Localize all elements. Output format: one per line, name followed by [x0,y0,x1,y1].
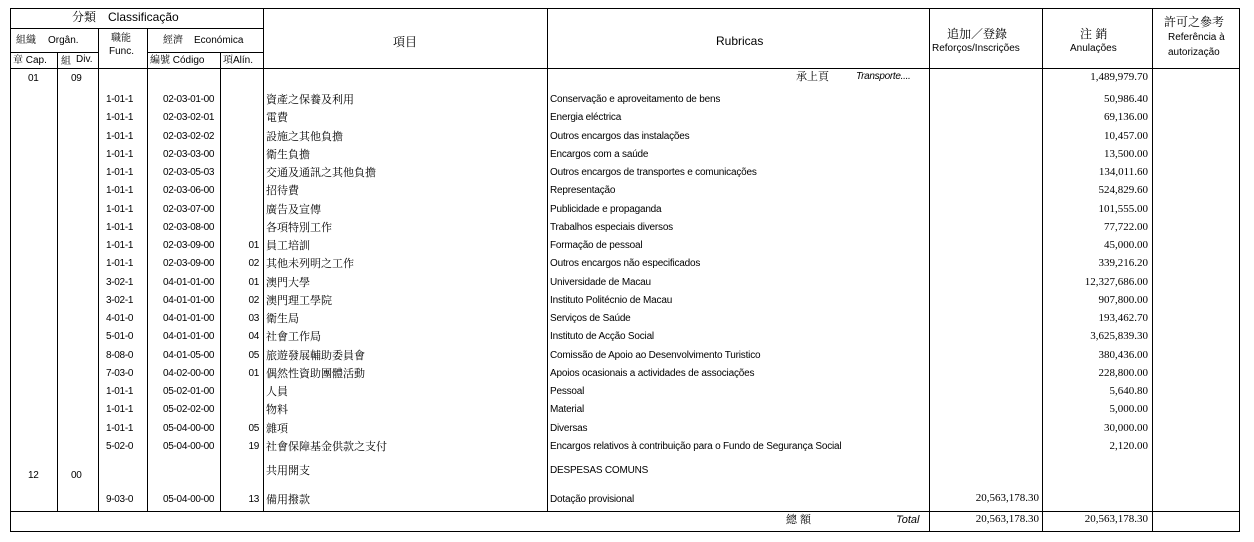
row-code: 04-01-01-00 [163,294,215,306]
row-rubrica-pt: Comissão de Apoio ao Desenvolvimento Turistico [550,349,761,361]
rule-cap-div [57,52,58,511]
row-item-zh: 資產之保養及利用 [266,94,354,106]
header-divisao-pt: Div. [76,54,93,65]
header-organica-zh: 組織 [16,35,36,46]
row-rubrica-pt: Instituto de Acção Social [550,331,654,343]
row-anulacoes: 5,000.00 [1109,403,1148,416]
row-code: 02-03-07-00 [163,203,215,215]
row-anulacoes: 5,640.80 [1109,385,1148,397]
row-anulacoes: 10,457.00 [1104,129,1148,142]
budget-table [10,8,1240,532]
rule-left [10,8,11,532]
row-code: 05-04-00-00 [163,422,215,434]
row-item-zh: 衛生負擔 [266,148,310,161]
header-divisao-zh: 組 [61,56,71,67]
transport-label-zh: 承上頁 [796,71,829,83]
row-anulacoes: 134,011.60 [1098,166,1148,178]
row-rubrica-pt: Apoios ocasionais a actividades de associações [550,367,755,379]
row-anulacoes: 339,216.20 [1098,257,1148,270]
row-code: 05-02-01-00 [163,386,215,397]
row-func: 1-01-1 [106,167,134,178]
provisional-code: 05-04-00-00 [163,494,215,505]
row-rubrica-pt: Encargos relativos à contribuição para o Fundo de Segurança Social [550,440,842,452]
row-item-zh: 電費 [266,112,288,125]
header-funcional-zh: 職能 [111,33,131,44]
row-func: 4-01-0 [106,313,134,324]
row-rubrica-pt: Representação [550,185,616,197]
row-code: 02-03-06-00 [163,185,215,197]
section2-zh: 共用開支 [266,465,310,477]
row-alinea: 01 [248,240,259,251]
rule-total-bottom [10,531,1240,532]
row-anulacoes: 524,829.60 [1098,184,1148,197]
row-code: 02-03-09-00 [163,240,215,251]
header-referencia-pt1: Referência à [1168,32,1225,43]
row-rubrica-pt: Outros encargos de transportes e comunicações [550,167,757,178]
row-anulacoes: 228,800.00 [1098,366,1148,379]
row-item-zh: 各項特別工作 [266,221,332,234]
row-anulacoes: 30,000.00 [1104,421,1148,434]
row-rubrica-pt: Pessoal [550,386,585,397]
row-alinea: 01 [248,276,259,288]
row-code: 04-02-00-00 [163,367,215,379]
row-func: 1-01-1 [106,148,134,160]
rule-organica-under [10,52,98,53]
row-rubrica-pt: Formação de pessoal [550,240,643,251]
row-rubrica-pt: Instituto Politécnio de Macau [550,294,673,306]
row-code: 04-01-01-00 [163,313,215,324]
header-reforcos-pt: Reforços/Inscrições [932,43,1020,54]
section2-cap: 12 [28,470,39,481]
row-code: 02-03-02-02 [163,130,215,142]
row-rubrica-pt: Diversas [550,422,588,434]
row-item-zh: 衛生局 [266,313,299,325]
header-anulacoes-zh: 注 銷 [1080,27,1108,41]
total-label-zh: 總 額 [786,514,812,526]
row-anulacoes: 101,555.00 [1098,202,1148,215]
section2-div: 00 [71,470,82,481]
section2-pt: DESPESAS COMUNS [550,465,649,476]
transport-div: 09 [71,73,82,84]
row-item-zh: 交通及通訊之其他負擔 [266,167,376,179]
row-alinea: 04 [248,331,259,343]
row-code: 04-01-05-00 [163,349,215,361]
row-func: 1-01-1 [106,221,134,233]
rule-reforcos-anulacoes [1042,8,1043,532]
row-item-zh: 社會保障基金供款之支付 [266,440,387,453]
row-item-zh: 其他未列明之工作 [266,258,354,271]
row-func: 5-02-0 [106,440,134,452]
header-reforcos-zh: 追加／登錄 [947,27,1008,41]
row-func: 1-01-1 [106,386,134,397]
row-alinea: 02 [248,258,259,270]
rule-top [10,8,1240,9]
row-func: 7-03-0 [106,367,134,379]
rule-rubricas-reforcos [929,8,930,532]
row-item-zh: 雜項 [266,422,288,435]
row-rubrica-pt: Energia eléctrica [550,112,622,124]
row-code: 02-03-09-00 [163,258,215,270]
row-item-zh: 澳門大學 [266,276,310,289]
row-item-zh: 員工培訓 [266,240,310,252]
header-funcional-pt: Func. [109,46,135,57]
header-referencia-pt2: autorização [1168,47,1220,58]
row-rubrica-pt: Trabalhos especiais diversos [550,221,673,233]
row-func: 1-01-1 [106,94,134,105]
row-item-zh: 社會工作局 [266,331,321,344]
rule-classificacao-right [263,8,264,511]
provisional-alin: 13 [248,494,259,505]
rule-div-func [98,28,99,511]
transport-cap: 01 [28,73,39,84]
header-capitulo: 章 Cap. [13,55,47,66]
row-func: 1-01-1 [106,258,134,270]
rule-total-top [10,511,1240,512]
row-rubrica-pt: Material [550,404,584,416]
header-economica-zh: 經濟 [163,35,183,46]
rule-anulacoes-referencia [1152,8,1153,532]
row-anulacoes: 380,436.00 [1098,348,1148,361]
row-code: 04-01-01-00 [163,331,215,343]
provisional-zh: 備用撥款 [266,494,310,506]
row-code: 02-03-01-00 [163,94,215,105]
row-item-zh: 人員 [266,386,288,398]
provisional-func: 9-03-0 [106,494,134,505]
row-func: 1-01-1 [106,422,134,434]
row-alinea: 05 [248,349,259,361]
row-anulacoes: 3,625,839.30 [1090,330,1148,343]
rule-classificacao-under [10,28,263,29]
row-rubrica-pt: Universidade de Macau [550,276,651,288]
row-code: 02-03-05-03 [163,167,215,178]
header-codigo: 編號 Código [150,55,205,66]
rule-items-rubricas [547,8,548,511]
total-anulacoes: 20,563,178.30 [1084,513,1148,525]
header-economica-pt: Económica [194,35,244,46]
rule-func-code [147,28,148,511]
row-anulacoes: 13,500.00 [1104,147,1148,160]
rule-economica-under [147,52,263,53]
row-func: 1-01-1 [106,112,134,124]
header-referencia-zh: 許可之參考 [1164,15,1225,29]
row-alinea: 03 [248,313,259,324]
row-rubrica-pt: Outros encargos não especificados [550,258,701,270]
header-rubricas: Rubricas [716,34,764,48]
row-anulacoes: 2,120.00 [1109,439,1148,452]
row-alinea: 01 [248,367,259,379]
provisional-pt: Dotação provisional [550,494,635,505]
row-anulacoes: 69,136.00 [1104,111,1148,124]
row-func: 5-01-0 [106,331,134,343]
row-anulacoes: 50,986.40 [1104,93,1148,105]
row-func: 1-01-1 [106,130,134,142]
row-anulacoes: 12,327,686.00 [1084,275,1148,288]
header-classificacao-zh: 分類 [72,10,97,24]
row-rubrica-pt: Conservação e aproveitamento de bens [550,94,721,105]
transport-anulacoes: 1,489,979.70 [1090,71,1148,83]
row-func: 1-01-1 [106,240,134,251]
row-item-zh: 物料 [266,404,288,417]
row-func: 3-02-1 [106,276,134,288]
row-item-zh: 旅遊發展輔助委員會 [266,349,365,362]
row-alinea: 05 [248,422,259,434]
row-item-zh: 設施之其他負擔 [266,130,343,143]
transport-label-pt: Transporte.... [856,71,911,82]
header-anulacoes-pt: Anulações [1070,43,1117,54]
row-func: 8-08-0 [106,349,134,361]
row-code: 02-03-08-00 [163,221,215,233]
row-code: 02-03-02-01 [163,112,215,124]
row-item-zh: 偶然性資助團體活動 [266,367,365,380]
row-func: 1-01-1 [106,203,134,215]
row-rubrica-pt: Serviços de Saúde [550,313,631,324]
provisional-reforcos: 20,563,178.30 [975,492,1039,504]
row-rubrica-pt: Publicidade e propaganda [550,203,662,215]
row-rubrica-pt: Encargos com a saúde [550,148,649,160]
row-item-zh: 招待費 [266,185,299,198]
row-rubrica-pt: Outros encargos das instalações [550,130,690,142]
row-alinea: 02 [248,294,259,306]
row-func: 1-01-1 [106,185,134,197]
row-item-zh: 廣告及宣傳 [266,203,321,216]
row-anulacoes: 907,800.00 [1098,293,1148,306]
row-func: 1-01-1 [106,404,134,416]
header-classificacao-pt: Classificação [108,10,179,24]
row-code: 05-04-00-00 [163,440,215,452]
header-alinea: 項Alín. [223,55,254,66]
row-func: 3-02-1 [106,294,134,306]
rule-header-bottom [10,68,1240,69]
row-item-zh: 澳門理工學院 [266,294,332,307]
row-alinea: 19 [248,440,259,452]
row-code: 04-01-01-00 [163,276,215,288]
total-label-pt: Total [896,514,920,526]
row-anulacoes: 77,722.00 [1104,220,1148,233]
row-code: 05-02-02-00 [163,404,215,416]
row-anulacoes: 193,462.70 [1098,312,1148,324]
row-code: 02-03-03-00 [163,148,215,160]
row-anulacoes: 45,000.00 [1104,239,1148,251]
header-items-zh: 項目 [393,35,418,49]
total-reforcos: 20,563,178.30 [975,513,1039,525]
rule-right [1239,8,1240,532]
rule-code-alin [220,52,221,511]
header-organica-pt: Orgân. [48,35,79,46]
